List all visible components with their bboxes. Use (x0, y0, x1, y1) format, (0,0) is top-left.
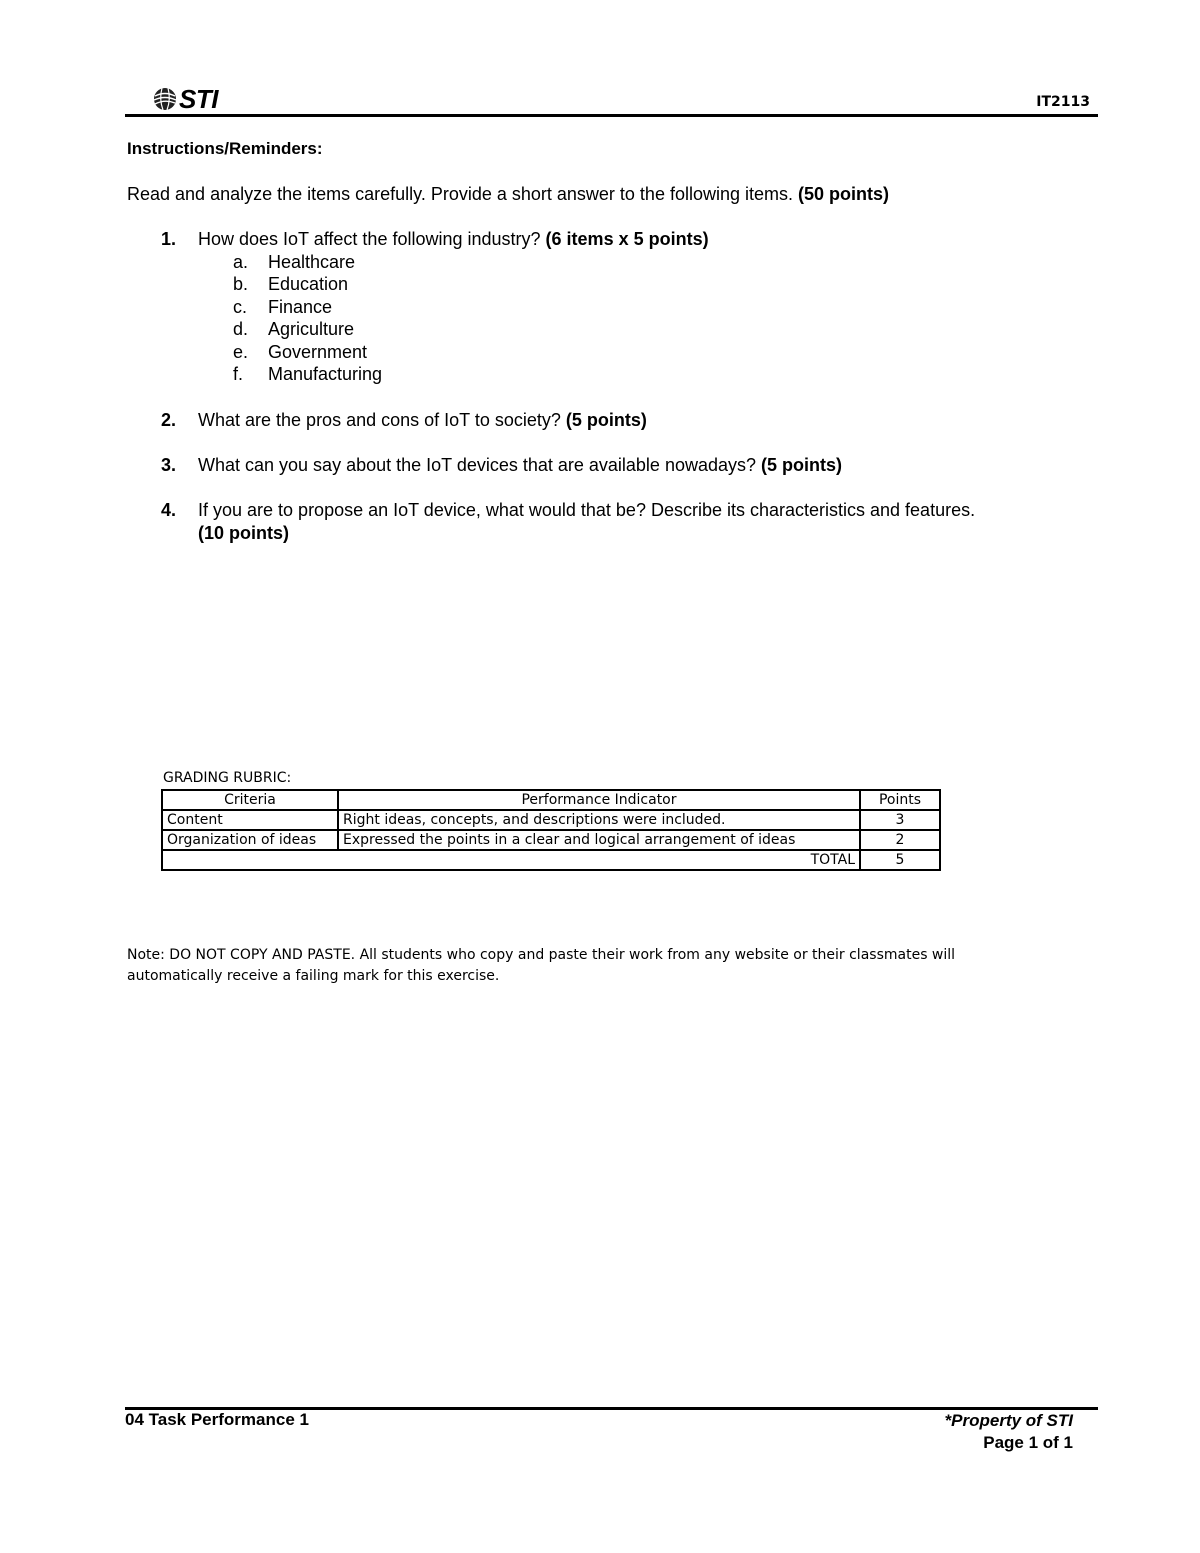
row-points: 2 (860, 830, 940, 850)
question-points: (6 items x 5 points) (545, 229, 709, 249)
header-criteria: Criteria (162, 790, 338, 810)
page-number: Page 1 of 1 (983, 1433, 1073, 1452)
question-points: (5 points) (761, 455, 843, 475)
row-points: 3 (860, 810, 940, 830)
question-points: (10 points) (198, 523, 290, 543)
header-indicator: Performance Indicator (338, 790, 860, 810)
question-points: (5 points) (565, 410, 647, 430)
copy-paste-note: Note: DO NOT COPY AND PASTE. All students who copy and paste their work from any website or their classmates will automatically receive a failing mark for this exercise. (127, 947, 956, 984)
property-notice: *Property of STI (944, 1411, 1073, 1430)
row-indicator: Right ideas, concepts, and descriptions were included. (338, 810, 860, 830)
footer-title: 04 Task Performance 1 (125, 1410, 309, 1429)
question-text: How does IoT affect the following industry? (6 items x 5 points) (198, 229, 709, 249)
rubric-title: GRADING RUBRIC: (163, 770, 292, 786)
globe-icon (152, 86, 178, 112)
page-header (125, 82, 1098, 122)
logo-text: STI (179, 83, 218, 114)
intro-text: Read and analyze the items carefully. Provide a short answer to the following items. (127, 184, 793, 204)
question-number: 1. (161, 229, 177, 249)
instructions-title: Instructions/Reminders: (127, 139, 323, 158)
sti-logo (152, 84, 218, 114)
question-number: 4. (161, 500, 177, 520)
question-text: What are the pros and cons of IoT to society? (5 points) (198, 410, 647, 430)
question-text: What can you say about the IoT devices that are available nowadays? (5 points) (198, 455, 843, 475)
grading-rubric-table (161, 789, 941, 871)
table-row (162, 830, 940, 850)
header-points: Points (860, 790, 940, 810)
intro-points: (50 points) (798, 184, 890, 204)
total-points: 5 (860, 850, 940, 870)
row-criteria: Organization of ideas (162, 830, 338, 850)
question-number: 2. (161, 410, 177, 430)
total-label: TOTAL (162, 850, 860, 870)
table-row (162, 810, 940, 830)
header-divider (125, 114, 1098, 117)
course-code: IT2113 (1036, 94, 1090, 110)
question-number: 3. (161, 455, 177, 475)
footer-right (945, 1410, 1073, 1454)
table-header-row (162, 790, 940, 810)
question-text: If you are to propose an IoT device, what would that be? Describe its characteristics and features. (198, 500, 976, 520)
instructions-intro (127, 184, 889, 205)
row-indicator: Expressed the points in a clear and logical arrangement of ideas (338, 830, 860, 850)
row-criteria: Content (162, 810, 338, 830)
table-total-row (162, 850, 940, 870)
